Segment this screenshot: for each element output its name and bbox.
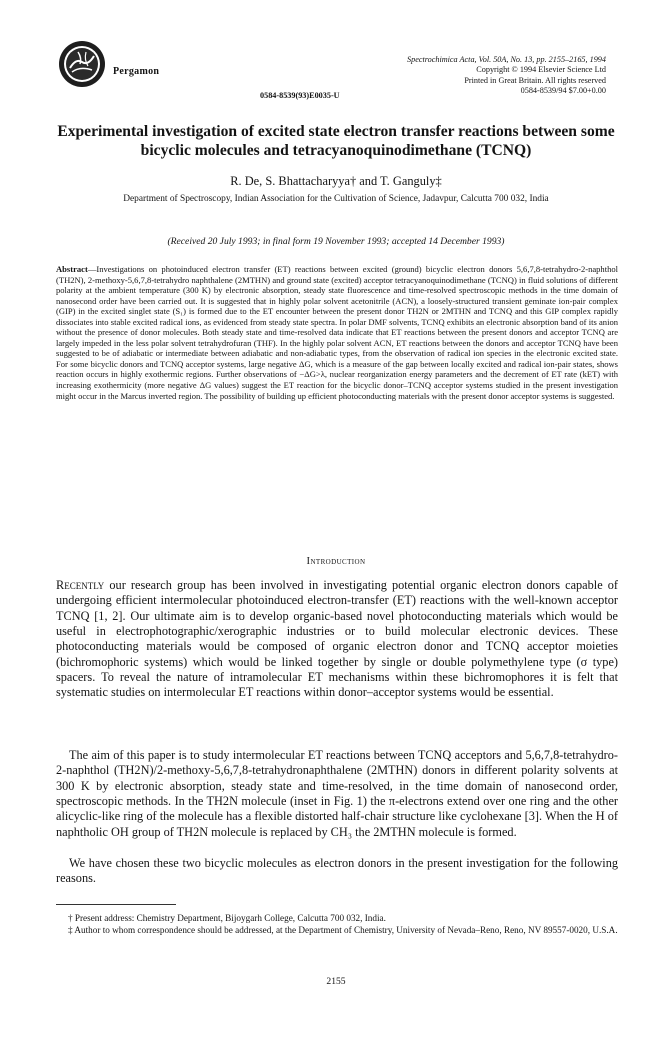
footnote-rule — [56, 904, 176, 905]
page-number: 2155 — [326, 976, 346, 987]
copyright-line: Copyright © 1994 Elsevier Science Ltd — [476, 65, 606, 75]
final-form-label: in final form — [262, 236, 311, 247]
footnote-present-address: † Present address: Chemistry Department, Bijoygarh College, Calcutta 700 032, India. — [68, 913, 386, 923]
received-date: (Received 20 July 1993; — [167, 236, 263, 247]
authors: R. De, S. Bhattacharyya† and T. Ganguly‡ — [230, 174, 442, 188]
pii-code: 0584-8539(93)E0035-U — [260, 91, 340, 100]
publisher-logo — [58, 40, 106, 88]
intro-lead-word: Recently — [56, 578, 105, 592]
paper-title: Experimental investigation of excited state electron transfer reactions between some bicyclic molecules and tetracyanoquinodimethane (TCNQ) — [57, 123, 615, 159]
issn-price: 0584-8539/94 $7.00+0.00 — [520, 85, 606, 95]
footnotes — [56, 912, 618, 936]
abstract-label: Abstract — [56, 264, 88, 274]
abstract — [56, 264, 618, 401]
intro-paragraph-1-text: our research group has been involved in investigating potential organic electron donors capable of undergoing efficient intermolecular photoinduced electron-transfer (ET) reactions with the well-known acceptor TCNQ [1, 2]. Our ultimate aim is to develop organic-based novel photoconducting materials which would be useful in electrophotographic/xerographic industries or to build molecular electronic devices. These photoconducting materials would be composed of organic electron donor and TCNQ acceptor moieties (bichromophoric systems) which would be linked together by single or double polymethylene type (σ type) spacers. To reveal the nature of intramolecular ET mechanisms within these bichromophores it is felt that systematic studies on intermolecular ET reactions within donor–acceptor systems would be essential. — [56, 578, 618, 700]
intro-paragraph-2: The aim of this paper is to study intermolecular ET reactions between TCNQ acceptors and 5,6,7,8-tetrahydro-2-naphthol (TH2N)/2-methoxy-5,6,7,8-tetrahydronaphthalene (2MTHN) donors in different polarity solvents at 300 K by electronic absorption, steady state and time-resolved, in the time domain of nanosecond order, spectroscopic methods. In the TH2N molecule (inset in Fig. 1) the π-electrons extend over one ring and the other alicyclic-like ring of the molecule has a flexible distorted half-chair structure like cyclohexane [3]. When the H of naphtholic OH group of TH2N molecule is replaced by CH₃ the 2MTHN molecule is formed. — [56, 748, 618, 839]
section-heading-introduction: Introduction — [306, 556, 366, 567]
printed-line: Printed in Great Britain. All rights reserved — [464, 75, 606, 85]
publisher-name: Pergamon — [113, 66, 160, 77]
journal-meta — [407, 55, 606, 96]
abstract-text: —Investigations on photoinduced electron transfer (ET) reactions between excited (ground) bicyclic electron donors 5,6,7,8-tetrahydro-2-naphthol (TH2N), 2-methoxy-5,6,7,8-tetrahydro naphthalene (2MTHN) and ground state (excited) acceptor tetracyanoquinodimethane (TCNQ) in fluid solutions of different polarity at the ambient temperature (300 K) by electronic absorption, steady state fluorescence and time-resolved spectroscopic methods in the time domain of nanosecond order have been carried out. It is suggested that in highly polar solvent acetonitrile (ACN), a loosely-structured transient geminate ion-pair complex (GIP) in the excited singlet state (S₁) is formed due to the ET encounter between the present donor TH2N or 2MTHN and TCNQ and this GIP complex rapidly dissociates into stable excited radical ions, as evidenced from steady state spectra. In polar DMF solvents, TCNQ exhibits an electronic absorption band of its anion without the presence of donor molecules. Both steady state and time-resolved data indicate that ET reactions between the present donors and acceptor TCNQ are largely impeded in the less polar solvent tetrahydrofuran (THF). In the highly polar solvent ACN, ET reactions between the donors and acceptor TCNQ have been suggested to be of adiabatic or intermediate between adiabatic and non-adiabatic types, from the observation of radical ion species in the electronic excited state. For some bicyclic donors and TCNQ acceptor systems, large negative ΔG, which is a measure of the gap between locally excited and radical ion-pair states, shows reaction occurs in highly exothermic regions. Further observations of −ΔG>λ, nuclear reorganization energy parameters and the decrement of ET rate (kET) with increasing exothermicity (more negative ΔG values) suggest the ET reaction for the bicyclic donor–TCNQ acceptor systems studied in the present investigation might occur in the Marcus inverted region. The possibility of building up efficient photoconducting materials with the present donor acceptor systems is suggested. — [56, 264, 618, 401]
journal-line: Spectrochimica Acta, Vol. 50A, No. 13, pp. 2155–2165, 1994 — [407, 55, 606, 64]
footnote-correspondence: ‡ Author to whom correspondence should be addressed, at the Department of Chemistry, University of Nevada–Reno, Reno, NV 89557-0020, U.S.A. — [68, 925, 618, 936]
intro-paragraph-3: We have chosen these two bicyclic molecules as electron donors in the present investigation for the following reasons. — [56, 856, 618, 886]
final-accepted-dates: 19 November 1993; accepted 14 December 1993) — [310, 236, 505, 247]
affiliation: Department of Spectroscopy, Indian Association for the Cultivation of Science, Jadavpur, Calcutta 700 032, India — [123, 194, 549, 204]
intro-paragraph-1 — [56, 578, 618, 701]
received-dates — [40, 236, 632, 247]
